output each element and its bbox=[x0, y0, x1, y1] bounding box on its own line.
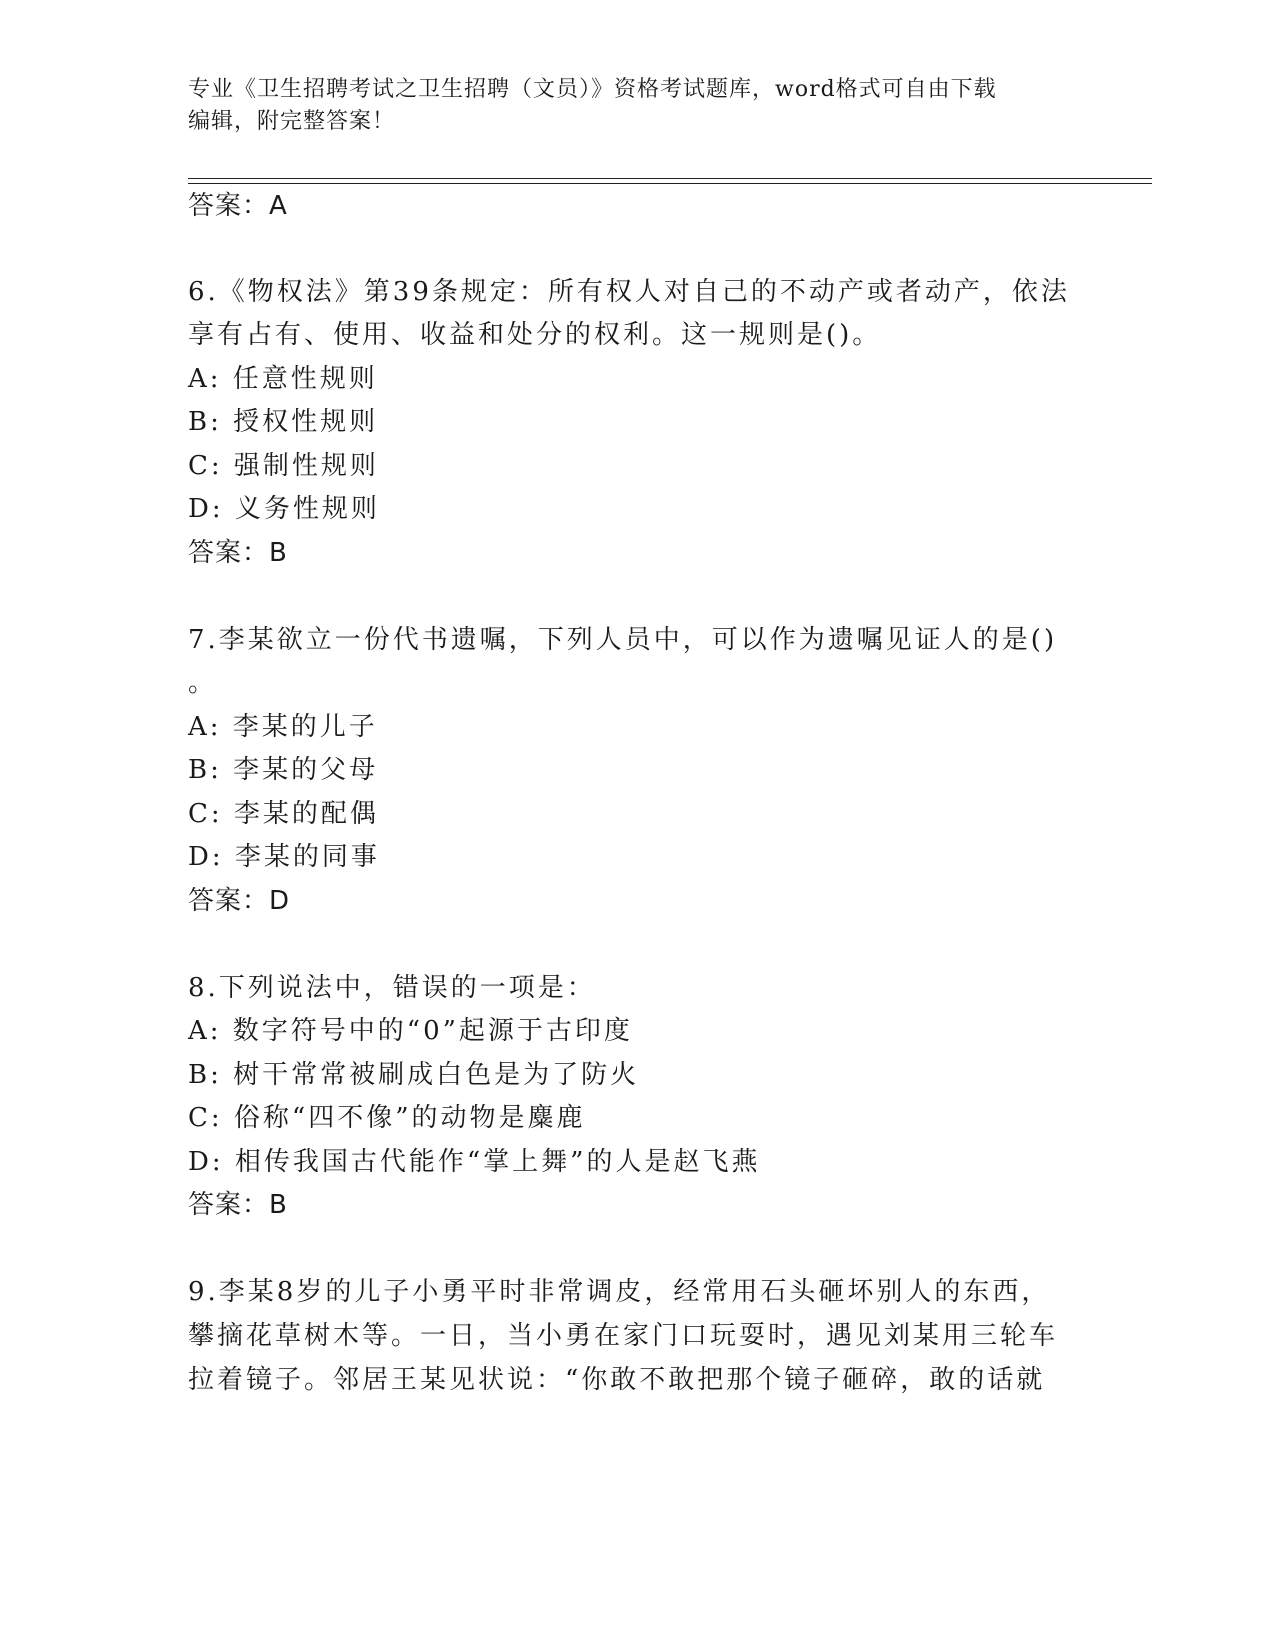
q7-option-a: A: 李某的儿子 bbox=[188, 712, 378, 742]
q8-option-d: D: 相传我国古代能作“掌上舞”的人是赵飞燕 bbox=[188, 1147, 761, 1177]
q9-text-line-3: 拉着镜子。邻居王某见状说：“你敢不敢把那个镜子砸碎，敢的话就 bbox=[188, 1365, 1046, 1395]
header-rule-bottom bbox=[188, 183, 1152, 184]
q6-option-c: C: 强制性规则 bbox=[188, 451, 379, 481]
q8-option-b: B: 树干常常被刷成白色是为了防火 bbox=[188, 1060, 640, 1090]
q6-option-a: A: 任意性规则 bbox=[188, 364, 378, 394]
q8-option-c: C: 俗称“四不像”的动物是麋鹿 bbox=[188, 1103, 586, 1133]
document-header bbox=[188, 74, 1088, 138]
q8-option-a: A: 数字符号中的“0”起源于古印度 bbox=[188, 1016, 633, 1046]
q7-option-d: D: 李某的同事 bbox=[188, 842, 380, 872]
q8-answer: 答案：B bbox=[188, 1190, 288, 1220]
q7-text-line-2: 。 bbox=[188, 668, 218, 698]
q6-answer: 答案：B bbox=[188, 538, 288, 568]
q6-option-b: B: 授权性规则 bbox=[188, 407, 379, 437]
q8-text-line-1: 8.下列说法中，错误的一项是： bbox=[188, 973, 596, 1003]
q6-text-line-2: 享有占有、使用、收益和处分的权利。这一规则是()。 bbox=[188, 320, 882, 350]
q7-text-line-1: 7.李某欲立一份代书遗嘱，下列人员中，可以作为遗嘱见证人的是() bbox=[188, 625, 1058, 655]
q7-answer: 答案：D bbox=[188, 886, 291, 916]
q6-text-line-1: 6.《物权法》第39条规定：所有权人对自己的不动产或者动产，依法 bbox=[188, 277, 1070, 307]
q7-option-c: C: 李某的配偶 bbox=[188, 799, 379, 829]
header-line-2: 编辑，附完整答案！ bbox=[188, 109, 396, 134]
header-rule-top bbox=[188, 178, 1152, 179]
q9-text-line-2: 攀摘花草树木等。一日，当小勇在家门口玩耍时，遇见刘某用三轮车 bbox=[188, 1321, 1059, 1351]
q6-option-d: D: 义务性规则 bbox=[188, 494, 380, 524]
answer-prev: 答案：A bbox=[188, 191, 288, 221]
q9-text-line-1: 9.李某8岁的儿子小勇平时非常调皮，经常用石头砸坏别人的东西， bbox=[188, 1277, 1051, 1307]
q7-option-b: B: 李某的父母 bbox=[188, 755, 379, 785]
header-line-1: 专业《卫生招聘考试之卫生招聘（文员）》资格考试题库，word格式可自由下载 bbox=[188, 77, 997, 102]
